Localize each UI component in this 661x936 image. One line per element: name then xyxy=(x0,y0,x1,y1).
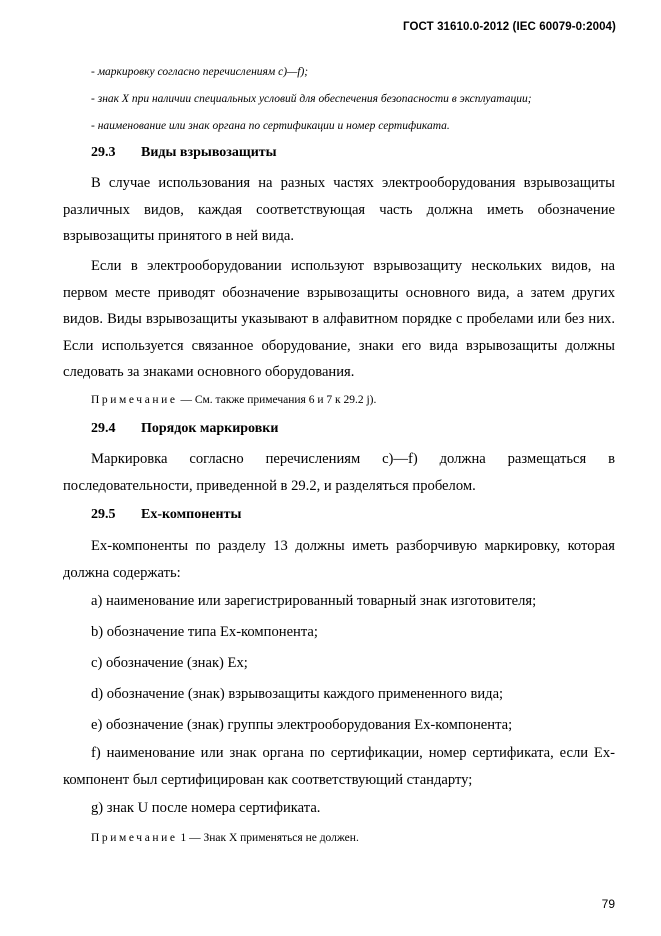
note-label: Примечание xyxy=(91,832,178,844)
bullet-dash: - xyxy=(91,93,95,105)
paragraph-text: Маркировка согласно перечислениям c)—f) должна размещаться в последовательности, приведенной в 29.2, и разделяться пробелом. xyxy=(63,451,615,494)
list-item-f xyxy=(63,740,615,793)
section-title: Виды взрывозащиты xyxy=(141,145,277,160)
note xyxy=(91,394,376,406)
list-item-d: d) обозначение (знак) взрывозащиты каждого примененного вида; xyxy=(91,686,504,702)
list-item-c: c) обозначение (знак) Ex; xyxy=(91,655,248,671)
bullet-item xyxy=(91,66,615,78)
paragraph-text: Если в электрооборудовании используют взрывозащиту нескольких видов, на первом месте приводят обозначение взрывозащиты основного вида, а затем других видов. Виды взрывозащиты указывают в алфавитном порядке с пробелами или без них. Если используется связанное оборудование, знаки его вида взрывозащиты должны следовать за знаками основного оборудования. xyxy=(63,258,615,381)
paragraph xyxy=(63,170,615,250)
paragraph-text: В случае использования на разных частях электрооборудования взрывозащиты различных видов, каждая соответствующая часть должна иметь обозначение взрывозащиты принятого в ней вида. xyxy=(63,175,615,245)
note-text: 1 — Знак X применяться не должен. xyxy=(177,832,359,844)
note-label: Примечание xyxy=(91,394,178,406)
note-text: — См. также примечания 6 и 7 к 29.2 j). xyxy=(177,394,377,406)
paragraph xyxy=(63,446,615,499)
list-item-e: e) обозначение (знак) группы электрооборудования Ex-компонента; xyxy=(91,717,513,733)
section-title: Ex-компоненты xyxy=(141,507,242,522)
list-item-g: g) знак U после номера сертификата. xyxy=(91,800,321,816)
page-number: 79 xyxy=(601,897,615,911)
list-item-b: b) обозначение типа Ex-компонента; xyxy=(91,624,318,640)
paragraph xyxy=(63,533,615,586)
section-heading-29-5 xyxy=(91,507,241,523)
list-item-a: a) наименование или зарегистрированный товарный знак изготовителя; xyxy=(91,593,537,609)
section-number: 29.3 xyxy=(91,145,116,160)
section-number: 29.4 xyxy=(91,421,116,436)
note xyxy=(91,832,359,844)
bullet-text: маркировку согласно перечислениям c)—f); xyxy=(97,66,309,78)
section-heading-29-4 xyxy=(91,421,278,437)
section-number: 29.5 xyxy=(91,507,116,522)
bullet-item xyxy=(91,120,615,132)
paragraph-text: Ex-компоненты по разделу 13 должны иметь разборчивую маркировку, которая должна содержать: xyxy=(63,538,615,581)
section-title: Порядок маркировки xyxy=(141,421,279,436)
bullet-text: знак X при наличии специальных условий для обеспечения безопасности в эксплуатации; xyxy=(97,93,532,105)
bullet-item xyxy=(91,93,615,105)
bullet-text: наименование или знак органа по сертификации и номер сертификата. xyxy=(97,120,450,132)
bullet-dash: - xyxy=(91,66,95,78)
section-heading-29-3 xyxy=(91,145,277,161)
paragraph-text: f) наименование или знак органа по сертификации, номер сертификата, если Ex-компонент был сертифицирован как соответствующий стандарту; xyxy=(63,745,615,788)
paragraph xyxy=(63,253,615,386)
bullet-dash: - xyxy=(91,120,95,132)
document-header: ГОСТ 31610.0-2012 (IEC 60079-0:2004) xyxy=(403,21,616,33)
